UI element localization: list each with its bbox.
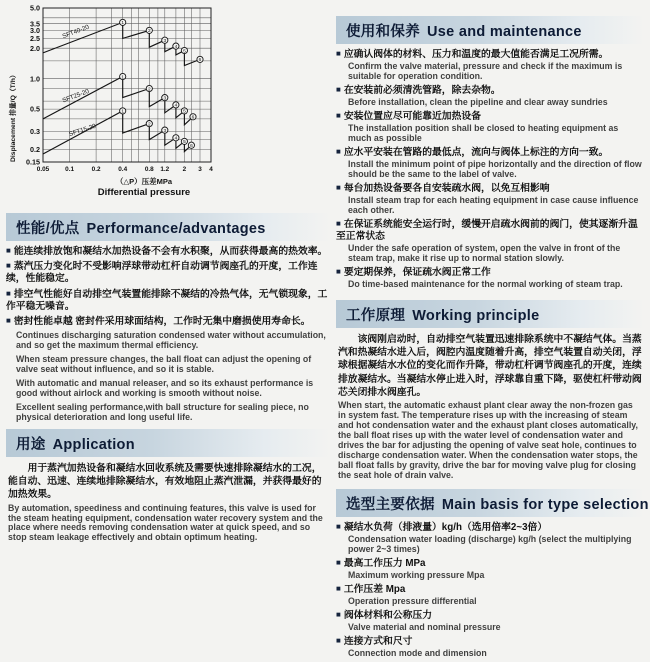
section-header-selection xyxy=(336,489,649,517)
item-text-zh xyxy=(336,610,644,622)
item-text-zh xyxy=(336,183,644,195)
svg-text:5: 5 xyxy=(183,140,186,146)
svg-text:4: 4 xyxy=(209,166,213,173)
svg-text:2: 2 xyxy=(182,166,187,173)
performance-zh-text: 能连续排放饱和凝结水加热设备不会有水积聚，从而获得最高的热效率。 xyxy=(13,246,328,257)
svg-text:4: 4 xyxy=(174,103,178,109)
bullet-square-icon: ■ xyxy=(336,49,341,58)
performance-en-paragraph: When steam pressure changes, the ball float can adjust the opening of valve seat without influence, and so it is stable. xyxy=(16,354,312,375)
performance-bullets-zh xyxy=(6,246,330,328)
y-axis-label: Displacement 排量/Q（T/h） xyxy=(10,71,17,162)
item-text-zh xyxy=(336,636,644,648)
item-text-zh xyxy=(336,85,644,97)
item-text-en: Connection mode and dimension xyxy=(348,647,487,658)
bullet-square-icon: ■ xyxy=(6,316,11,326)
item-zh-text: 在安装前必须清洗管路，除去杂物。 xyxy=(343,84,501,96)
bullet-square-icon: ■ xyxy=(336,521,341,531)
svg-text:6: 6 xyxy=(190,144,193,149)
item-text-en: Confirm the valve material, pressure and check if the maximum is suitable for operation condition. xyxy=(348,61,623,82)
item-zh-text: 阀体材料和公称压力 xyxy=(343,609,433,621)
performance-bullet xyxy=(6,261,330,285)
svg-text:2: 2 xyxy=(147,87,151,93)
application-title-zh: 用途 xyxy=(16,436,46,453)
item-text-en: Install steam trap for each heating equipment in case cause influence each other. xyxy=(348,195,639,215)
bullet-square-icon: ■ xyxy=(6,246,11,255)
svg-text:3: 3 xyxy=(163,128,167,134)
item-text-en: Condensation water loading (discharge) kg/h (select the multiplying power 2~3 times) xyxy=(348,533,632,554)
svg-text:2.0: 2.0 xyxy=(30,43,40,53)
performance-title-zh: 性能/优点 xyxy=(16,221,80,237)
series-label: SFT25-20 xyxy=(61,87,91,105)
list-item xyxy=(336,584,644,607)
chart-svg xyxy=(6,0,336,207)
svg-text:0.05: 0.05 xyxy=(36,166,50,173)
item-text-en: Install the minimum point of pipe horizontally and the direction of flow should be the same to the label of valve. xyxy=(348,159,642,179)
item-text-zh xyxy=(336,522,644,534)
performance-zh-text: 蒸汽压力变化时不受影响浮球带动杠杆自动调节阀座孔的开度，工作连续，性能稳定。 xyxy=(6,261,318,285)
chart-series xyxy=(43,19,203,154)
item-text-en: Before installation, clean the pipeline and clear away sundries xyxy=(348,97,608,108)
svg-text:4: 4 xyxy=(174,136,178,142)
performance-zh-text: 密封性能卓越 密封件采用球面结构，工作时无集中磨损使用寿命长。 xyxy=(13,316,311,328)
performance-bullet xyxy=(6,246,330,258)
item-text-zh xyxy=(336,111,644,123)
item-zh-text: 工作压差 Mpa xyxy=(343,583,406,595)
bullet-square-icon: ■ xyxy=(336,146,341,156)
bullet-square-icon: ■ xyxy=(336,84,341,94)
performance-en-paragraph: Excellent sealing performance,with ball structure for sealing piece, no physical deterioration and long useful life. xyxy=(16,402,309,422)
bullet-square-icon: ■ xyxy=(336,583,341,593)
list-item xyxy=(336,49,644,82)
item-zh-text: 应确认阀体的材料、压力和温度的最大值能否满足工况所需。 xyxy=(343,49,609,60)
bullet-square-icon: ■ xyxy=(336,111,341,120)
series-line xyxy=(43,111,191,154)
maintenance-title-zh: 使用和保养 xyxy=(346,24,420,40)
bullet-square-icon: ■ xyxy=(6,288,11,298)
bullet-square-icon: ■ xyxy=(336,557,341,567)
bullet-square-icon: ■ xyxy=(336,182,341,192)
list-item xyxy=(336,636,644,659)
svg-text:6: 6 xyxy=(198,58,202,64)
principle-text-zh: 该阀刚启动时，自动排空气装置迅速排除系统中不凝结气体。当蒸汽和热凝结水进入后，阀腔内温度随着升高，排空气装置自动关闭，浮球根据凝结水水位的变化而作升降，带动杠杆调节阀座孔的开度，连续排放凝结水。当凝结水停止进入时，浮球靠自重下降，驱使杠杆带动阀芯关闭排水阀座孔。 xyxy=(338,334,642,398)
selection-title-en: Main basis for type selection xyxy=(441,496,649,513)
section-header-application xyxy=(6,429,330,457)
bullet-square-icon: ■ xyxy=(336,635,341,645)
application-text-en: By automation, speediness and continuing features, this valve is used for the steam heating equipment, condensation water recovery system and the place where needs removing condensation water at quick speed, and so stop steam leakage effectively and obtain optimum heating. xyxy=(8,502,323,543)
svg-text:3: 3 xyxy=(163,39,167,44)
list-item xyxy=(336,147,644,180)
svg-text:0.3: 0.3 xyxy=(30,127,40,137)
list-item xyxy=(336,85,644,108)
svg-text:0.1: 0.1 xyxy=(65,166,75,173)
item-text-en: Maximum working pressure Mpa xyxy=(348,569,485,580)
svg-text:0.4: 0.4 xyxy=(118,166,128,173)
item-text-zh xyxy=(336,584,644,596)
svg-text:1: 1 xyxy=(121,109,125,115)
item-text-en: Valve material and nominal pressure xyxy=(348,621,501,632)
displacement-chart xyxy=(6,0,336,207)
svg-text:5: 5 xyxy=(183,109,186,115)
selection-list xyxy=(336,522,644,659)
x-axis-label-zh: （△P）压差MPa xyxy=(115,177,173,186)
svg-text:2: 2 xyxy=(147,122,151,128)
section-header-maintenance xyxy=(336,16,644,44)
item-text-zh xyxy=(336,219,644,243)
left-column xyxy=(6,0,330,545)
principle-text-en: When start, the automatic exhaust plant clear away the non-frozen gas in system fast. The temperature rises up with the increasing of steam and hot condensation water and the exhaust plant closes automatically, the ball float rises up with the water level of condensation water and drives the bar for adjusting the opening of valve seat hole, continues to discharge condensation water. When the condensation water stops, the ball float falls by gravity, drive the bar for moving valve plug for closing the seat hole of drain valve. xyxy=(338,400,638,480)
list-item xyxy=(336,183,644,216)
application-text-zh: 用于蒸汽加热设备和凝结水回收系统及需要快速排除凝结水的工况，能自动、迅速、连续地排除凝结水，有效地阻止蒸汽泄漏，并获得最好的加热效果。 xyxy=(8,462,322,501)
list-item xyxy=(336,558,644,581)
item-zh-text: 凝结水负荷（排液量）kg/h（选用倍率2~3倍） xyxy=(343,521,548,533)
right-column xyxy=(336,10,649,662)
list-item xyxy=(336,610,644,633)
item-text-en: Do time-based maintenance for the normal working of steam trap. xyxy=(348,279,623,290)
item-zh-text: 要定期保养，保证疏水阀正常工作 xyxy=(343,266,491,278)
svg-text:0.15: 0.15 xyxy=(26,157,40,167)
list-item xyxy=(336,522,644,555)
svg-text:1: 1 xyxy=(121,75,125,81)
series-label: SFT15-20 xyxy=(68,122,97,139)
performance-zh-text: 排空气性能好自动排空气装置能排除不凝结的冷热气体，无气锁现象，工作平稳无噪音。 xyxy=(6,288,328,312)
svg-text:0.2: 0.2 xyxy=(30,145,40,154)
svg-text:3.0: 3.0 xyxy=(30,26,40,35)
item-text-zh xyxy=(336,558,644,570)
item-zh-text: 应水平安装在管路的最低点，流向与阀体上标注的方向一致。 xyxy=(343,146,609,158)
principle-title-zh: 工作原理 xyxy=(346,308,406,324)
item-zh-text: 在保证系统能安全运行时，缓慢开启疏水阀前的阀门，使其逐渐升温至正常状态 xyxy=(336,218,638,242)
application-title-en: Application xyxy=(52,436,135,453)
item-zh-text: 连接方式和尺寸 xyxy=(343,635,413,647)
svg-text:3: 3 xyxy=(163,96,167,102)
list-item xyxy=(336,219,644,264)
svg-text:2: 2 xyxy=(147,29,151,35)
svg-text:0.8: 0.8 xyxy=(144,166,154,173)
item-zh-text: 安装位置应尽可能靠近加热设备 xyxy=(343,111,481,122)
performance-en-paragraph: Continues discharging saturation condensed water without accumulation, and so get the maximum thermal efficiency. xyxy=(16,330,326,351)
bullet-square-icon: ■ xyxy=(336,266,341,276)
bullet-square-icon: ■ xyxy=(6,261,11,271)
performance-paragraphs-en xyxy=(6,331,330,423)
svg-text:3: 3 xyxy=(198,166,202,173)
svg-text:1.2: 1.2 xyxy=(160,166,170,173)
selection-title-zh: 选型主要依据 xyxy=(346,496,435,513)
principle-title-en: Working principle xyxy=(412,308,540,324)
svg-text:5.0: 5.0 xyxy=(30,3,40,13)
svg-text:3.5: 3.5 xyxy=(30,19,40,29)
maintenance-list xyxy=(336,49,644,290)
performance-en-paragraph: With automatic and manual releaser, and so its exhaust performance is good without airlock and working is smooth without noise. xyxy=(16,378,314,399)
item-text-en: The installation position shall be closed to heating equipment as much as possible xyxy=(348,123,619,144)
item-text-zh xyxy=(336,267,644,279)
performance-bullet xyxy=(6,289,330,313)
section-header-performance xyxy=(6,213,330,241)
svg-text:1: 1 xyxy=(121,21,125,27)
section-header-principle xyxy=(336,300,644,328)
svg-text:0.2: 0.2 xyxy=(91,166,101,173)
svg-text:4: 4 xyxy=(174,44,178,50)
performance-bullet xyxy=(6,316,330,328)
item-zh-text: 每台加热设备要各自安装疏水阀，以免互相影响 xyxy=(343,182,550,194)
svg-text:2.5: 2.5 xyxy=(30,34,40,43)
list-item xyxy=(336,111,644,144)
svg-text:0.5: 0.5 xyxy=(30,104,40,114)
x-axis-label-en: Differential pressure xyxy=(97,187,191,198)
performance-title-en: Performance/advantages xyxy=(86,221,266,237)
item-zh-text: 最高工作压力 MPa xyxy=(343,557,426,569)
svg-text:1.0: 1.0 xyxy=(30,74,40,84)
svg-text:5: 5 xyxy=(183,49,186,55)
item-text-en: Operation pressure differential xyxy=(348,595,477,606)
series-label: SFT40-20 xyxy=(61,23,91,41)
item-text-en: Under the safe operation of system, open the valve in front of the steam trap, make it rise up to normal station slowly. xyxy=(348,243,621,264)
maintenance-title-en: Use and maintenance xyxy=(427,24,582,40)
item-text-zh xyxy=(336,147,644,159)
item-text-zh xyxy=(336,49,644,61)
list-item xyxy=(336,267,644,290)
bullet-square-icon: ■ xyxy=(336,609,341,619)
bullet-square-icon: ■ xyxy=(336,218,341,228)
svg-text:6: 6 xyxy=(191,115,195,121)
